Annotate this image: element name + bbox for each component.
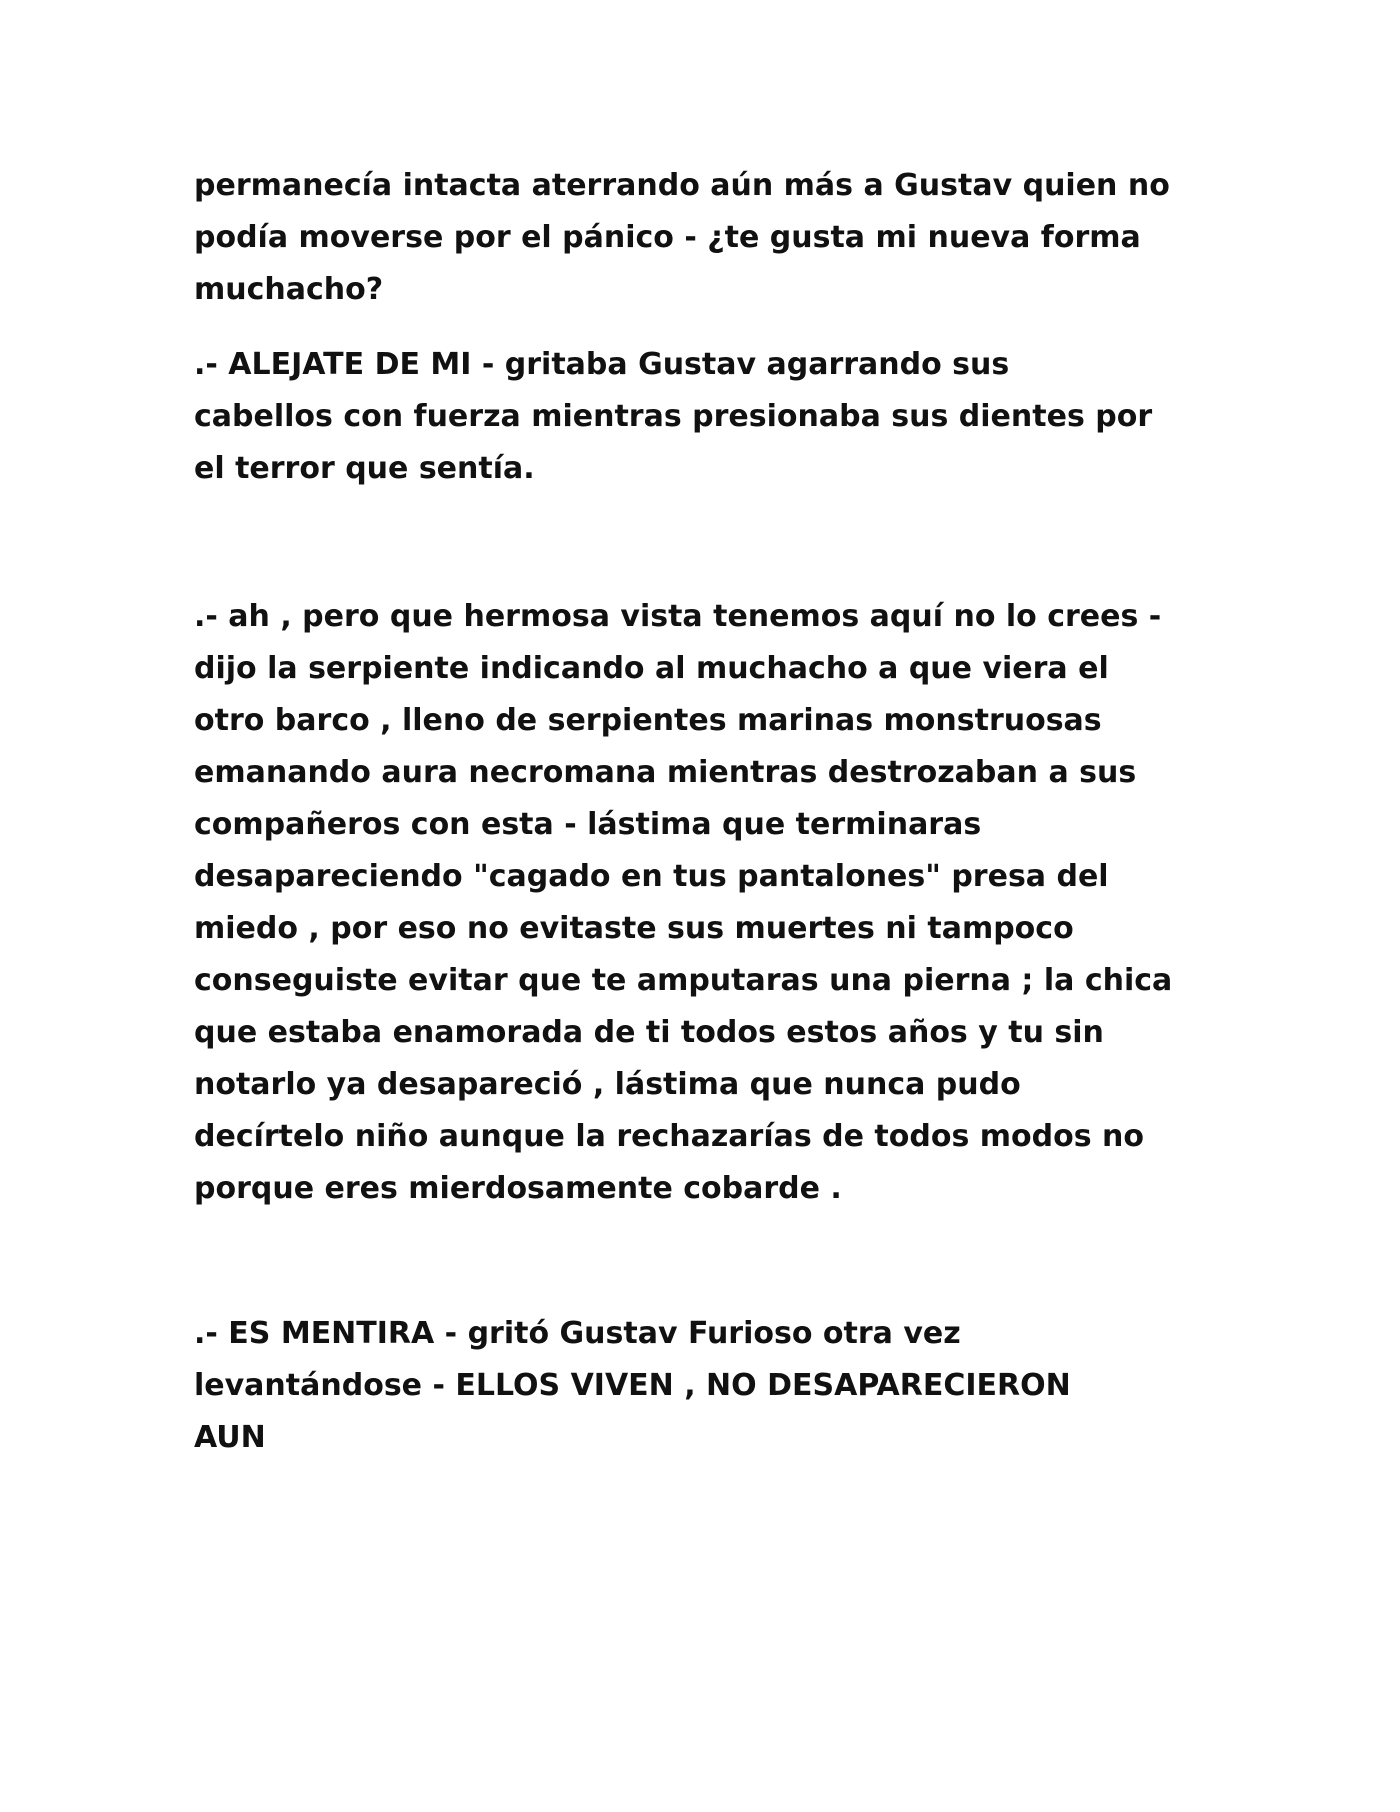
text-line: permanecía intacta aterrando aún más a Gustav quien no xyxy=(194,168,1170,203)
paragraph-4 xyxy=(194,1308,1224,1464)
text-line: que estaba enamorada de ti todos estos años y tu sin xyxy=(194,1015,1104,1050)
text-line: .- ALEJATE DE MI - gritaba Gustav agarrando sus xyxy=(194,347,1010,382)
text-line: desapareciendo "cagado en tus pantalones" presa del xyxy=(194,859,1109,894)
text-line: .- ES MENTIRA - gritó Gustav Furioso otra vez xyxy=(194,1316,961,1351)
text-line: notarlo ya desapareció , lástima que nunca pudo xyxy=(194,1067,1021,1102)
text-line: el terror que sentía. xyxy=(194,451,535,486)
text-line: decírtelo niño aunque la rechazarías de todos modos no xyxy=(194,1119,1144,1154)
text-line: muchacho? xyxy=(194,272,384,307)
text-line: otro barco , lleno de serpientes marinas monstruosas xyxy=(194,703,1102,738)
text-line: .- ah , pero que hermosa vista tenemos aquí no lo crees - xyxy=(194,599,1162,634)
text-line: levantándose - ELLOS VIVEN , NO DESAPARECIERON xyxy=(194,1368,1071,1403)
text-line: dijo la serpiente indicando al muchacho a que viera el xyxy=(194,651,1109,686)
text-line: cabellos con fuerza mientras presionaba sus dientes por xyxy=(194,399,1153,434)
text-line: miedo , por eso no evitaste sus muertes ni tampoco xyxy=(194,911,1074,946)
paragraph-1 xyxy=(194,160,1224,316)
paragraph-3 xyxy=(194,591,1224,1215)
text-line: conseguiste evitar que te amputaras una pierna ; la chica xyxy=(194,963,1173,998)
text-line: emanando aura necromana mientras destrozaban a sus xyxy=(194,755,1137,790)
paragraph-2 xyxy=(194,339,1224,495)
text-line: podía moverse por el pánico - ¿te gusta mi nueva forma xyxy=(194,220,1141,255)
text-line: compañeros con esta - lástima que terminaras xyxy=(194,807,982,842)
text-line: AUN xyxy=(194,1420,266,1455)
text-line: porque eres mierdosamente cobarde . xyxy=(194,1171,842,1206)
